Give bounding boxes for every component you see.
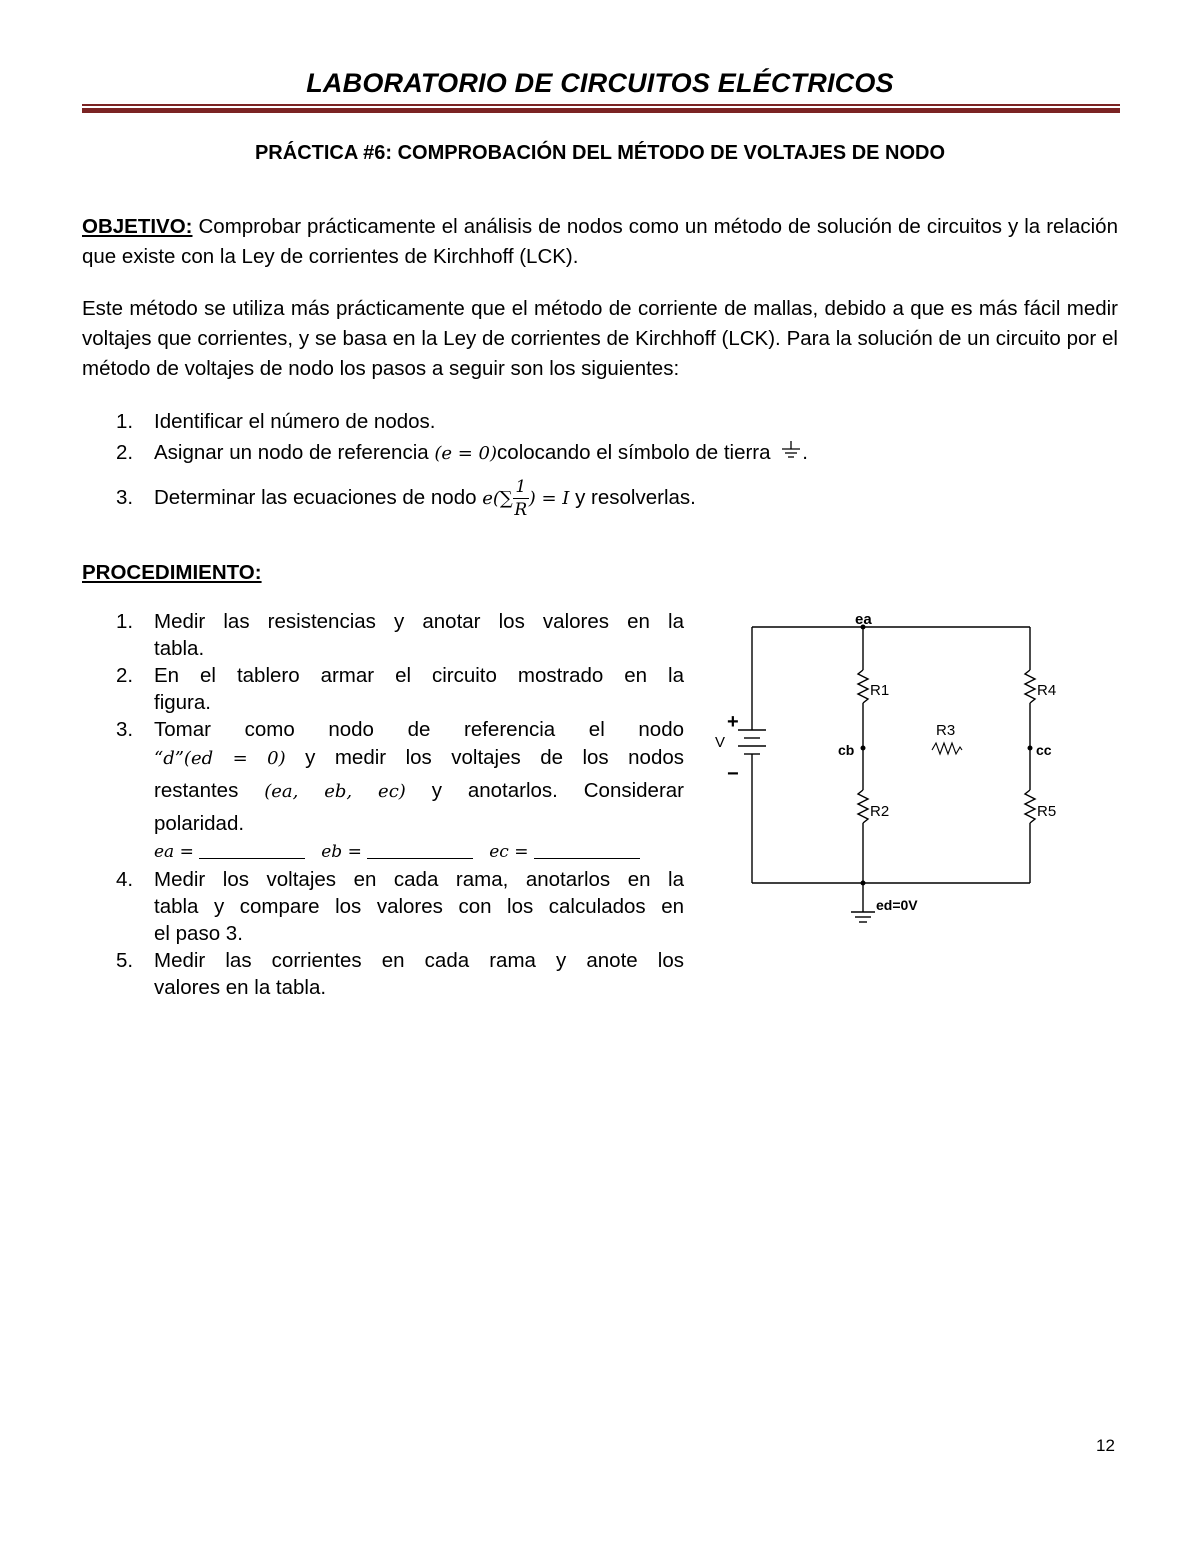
source-minus-label: −: [727, 763, 739, 785]
practice-title: PRÁCTICA #6: COMPROBACIÓN DEL MÉTODO DE VOLTAJES DE NODO: [254, 142, 946, 164]
resistor-r1: [858, 670, 868, 703]
measure-eb-blank: [367, 858, 473, 859]
procedure-label: PROCEDIMIENTO:: [82, 561, 262, 584]
r1-label: R1: [870, 682, 890, 699]
ground-icon: [851, 912, 875, 922]
resistor-r3: [932, 743, 962, 754]
battery-symbol: [738, 730, 766, 760]
header-rule-thin: [82, 104, 1120, 106]
procedure-item-2: 2. En el tablero armar el circuito mostrado en la figura.: [116, 664, 684, 714]
measure-ea-label: ea =: [154, 842, 194, 862]
r2-label: R2: [870, 803, 890, 820]
objective-paragraph: [82, 212, 1118, 272]
measure-ec-blank: [534, 858, 640, 859]
voltage-measure-line: [154, 839, 684, 866]
node-cc-label: cc: [1036, 742, 1052, 758]
node-equation-prefix: e(∑: [482, 487, 513, 509]
measure-ec-label: ec =: [489, 842, 529, 862]
resistor-r2: [858, 790, 868, 823]
method-step-1: 1. Identificar el número de nodos.: [116, 410, 436, 433]
node-ed-dot: [861, 881, 866, 886]
resistor-r5: [1025, 790, 1035, 823]
node-ea-label: ea: [855, 611, 872, 628]
remaining-nodes-math: (ea, eb, ec): [264, 781, 406, 802]
method-step-3: 3. Determinar las ecuaciones de nodo e(∑ $\frac{1}{R}$ ) = I y resolverlas.: [116, 477, 696, 520]
node-cc-dot: [1028, 746, 1033, 751]
r5-label: R5: [1037, 803, 1057, 820]
procedure-item-3: 3. Tomar como nodo de referencia el nodo “d”(ed = 0) y medir los voltajes de los nodos restantes (ea, eb, ec) y anotarlos. Considerar polaridad. ea = eb = ec =: [116, 716, 684, 866]
circuit-diagram: [700, 600, 1060, 940]
header-rule-thick: [82, 108, 1120, 113]
measure-ea-blank: [199, 858, 305, 859]
page-number: 12: [1096, 1436, 1115, 1455]
objective-text: Comprobar prácticamente el análisis de nodos como un método de solución de circuitos y la relación que existe con la Ley de corrientes de Kirchhoff (LCK).: [82, 215, 1118, 268]
node-equation-fraction: $\frac{1}{R}$: [514, 477, 528, 520]
measure-eb-label: eb =: [321, 842, 362, 862]
reference-node-equation: “d”(ed = 0): [154, 748, 286, 769]
ground-symbol-icon: [780, 441, 802, 461]
reference-equation: (e = 0): [434, 443, 498, 464]
objective-label: OBJETIVO:: [82, 215, 193, 238]
procedure-item-1: 1. Medir las resistencias y anotar los valores en la tabla.: [116, 610, 684, 660]
intro-paragraph: Este método se utiliza más prácticamente que el método de corriente de mallas, debido a que es más fácil medir voltajes que corrientes, y se basa en la Ley de corrientes de Kirchhoff (LCK). Para la solución de un circuito por el método de voltajes de nodo los pasos a seguir son los siguientes:: [82, 297, 1118, 380]
source-plus-label: +: [727, 711, 739, 733]
document-header-title: LABORATORIO DE CIRCUITOS ELÉCTRICOS: [306, 68, 894, 98]
node-equation-suffix: ) = I: [528, 487, 570, 509]
procedure-item-4: 4. Medir los voltajes en cada rama, anotarlos en la tabla y compare los valores con los calculados en el paso 3.: [116, 868, 684, 945]
procedure-item-5: 5. Medir las corrientes en cada rama y anote los valores en la tabla.: [116, 949, 684, 999]
node-cb-dot: [861, 746, 866, 751]
r3-label: R3: [936, 722, 956, 739]
node-cb-label: cb: [838, 742, 855, 758]
method-step-2: 2. Asignar un nodo de referencia (e = 0)colocando el símbolo de tierra .: [116, 441, 808, 464]
node-ed-label: ed=0V: [876, 897, 918, 913]
resistor-r4: [1025, 670, 1035, 703]
source-v-label: V: [715, 734, 726, 751]
r4-label: R4: [1037, 682, 1057, 699]
